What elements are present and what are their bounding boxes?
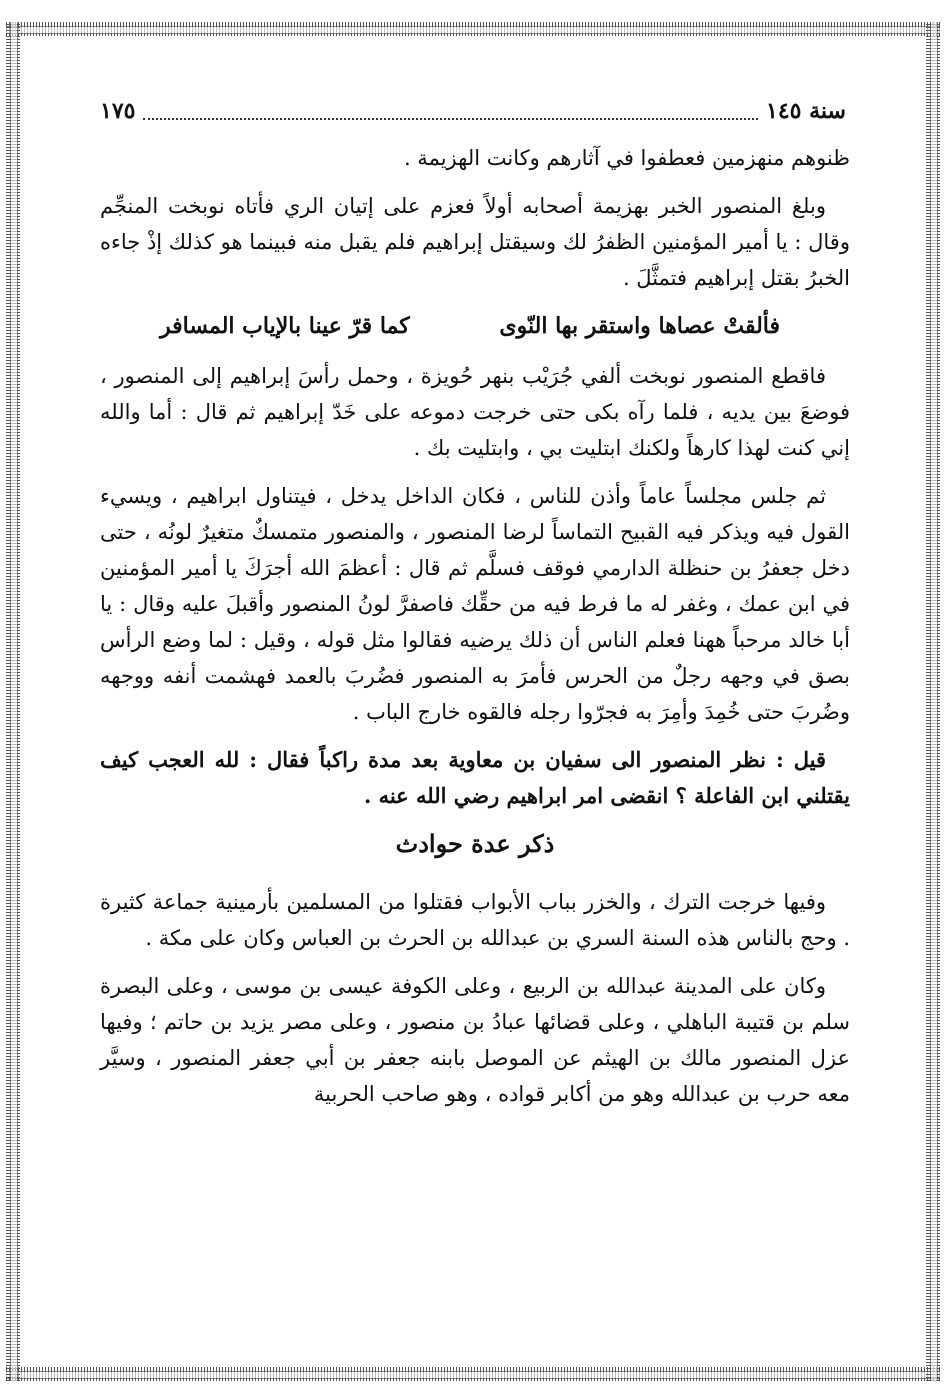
paragraph-7: وكان على المدينة عبدالله بن الربيع ، وعلى الكوفة عيسى بن موسى ، وعلى البصرة سلم بن قتيبة الباهلي ، وعلى قضائها عبادُ بن منصور ، وعلى مصر يزيد بن حاتم ؛ وفيها عزل المنصور مالك بن الهيثم عن الموصل بابنه جعفر بن أبي جعفر المنصور ، وسيَّر معه حرب بن عبدالله وهو من أكابر قواده ، وهو صاحب الحربية <box>100 974 850 1106</box>
paragraph-2: وبلغ المنصور الخبر بهزيمة أصحابه أولاً فعزم على إتيان الري فأتاه نوبخت المنجِّم وقال : يا أمير المؤمنين الظفرُ لك وسيقتل إبراهيم فلم يقبل منه فبينما هو كذلك إذْ جاءه الخبرُ بقتل إبراهيم فتمثَّلَ . <box>100 194 850 290</box>
paragraph-5: قيل : نظر المنصور الى سفيان بن معاوية بعد مدة راكباً فقال : لله العجب كيف يقتلني ابن الفاعلة ؟ انقضى امر ابراهيم رضي الله عنه . <box>100 747 850 808</box>
page-body <box>100 140 850 1124</box>
running-title: سنة ١٤٥ <box>766 98 846 124</box>
paragraph-3: فاقطع المنصور نوبخت ألفي جُرَيْب بنهر حُويزة ، وحمل رأسَ إبراهيم إلى المنصور ، فوضعَ بين يديه ، فلما رآه بكى حتى خرجت دموعه على خَدّ إبراهيم ثم قال : أما والله إني كنت لهذا كارهاً ولكنك ابتليت بي ، وابتليت بك . <box>100 364 850 460</box>
ornamental-border-top <box>6 22 940 36</box>
poem-hemistich-right: فألقتْ عصاها واستقر بها النّوى <box>499 313 780 339</box>
ornamental-border-left <box>6 22 20 1381</box>
header-dotted-rule <box>143 102 758 120</box>
paragraph-6: وفيها خرجت الترك ، والخزر بباب الأبواب فقتلوا من المسلمين بأرمينية جماعة كثيرة . وحج بالناس هذه السنة السري بن عبدالله بن الحرث بن العباس وكان على مكة . <box>100 890 850 950</box>
poem-verse <box>100 308 850 344</box>
page-number: ١٧٥ <box>100 98 136 124</box>
section-title: ذكر عدة حوادث <box>395 829 555 858</box>
ornamental-border-right <box>926 22 940 1381</box>
paragraph-4: ثم جلس مجلساً عاماً وأذن للناس ، فكان الداخل يدخل ، فيتناول ابراهيم ، ويسيء القول فيه ويذكر فيه القبيح التماساً لرضا المنصور ، والمنصور متمسكٌ متغيرٌ لونُه ، حتى دخل جعفرُ بن حنظلة الدارمي فوقف فسلَّم ثم قال : أعظمَ الله أجرَكَ يا أمير المؤمنين في ابن عمك ، وغفر له ما فرط فيه من حقِّك فاصفرَّ لونُ المنصور وأقبلَ عليه وقال : يا أبا خالد مرحباً ههنا فعلم الناس أن ذلك يرضيه فقالوا مثل قوله ، وقيل : لما وضع الرأس بصق في وجهه رجلٌ من الحرس فأمرَ به المنصور فضُربَ بالعمد فهشمت أنفه ووجهه وضُربَ حتى خُمِدَ وأمِرَ به فجرّوا رجله فالقوه خارج الباب . <box>100 484 850 724</box>
ornamental-border-bottom <box>6 1367 940 1381</box>
poem-hemistich-left: كما قرّ عينا بالإياب المسافر <box>160 313 410 339</box>
page-header <box>100 96 846 126</box>
paragraph-1: ظنوهم منهزمين فعطفوا في آثارهم وكانت الهزيمة . <box>403 146 850 170</box>
